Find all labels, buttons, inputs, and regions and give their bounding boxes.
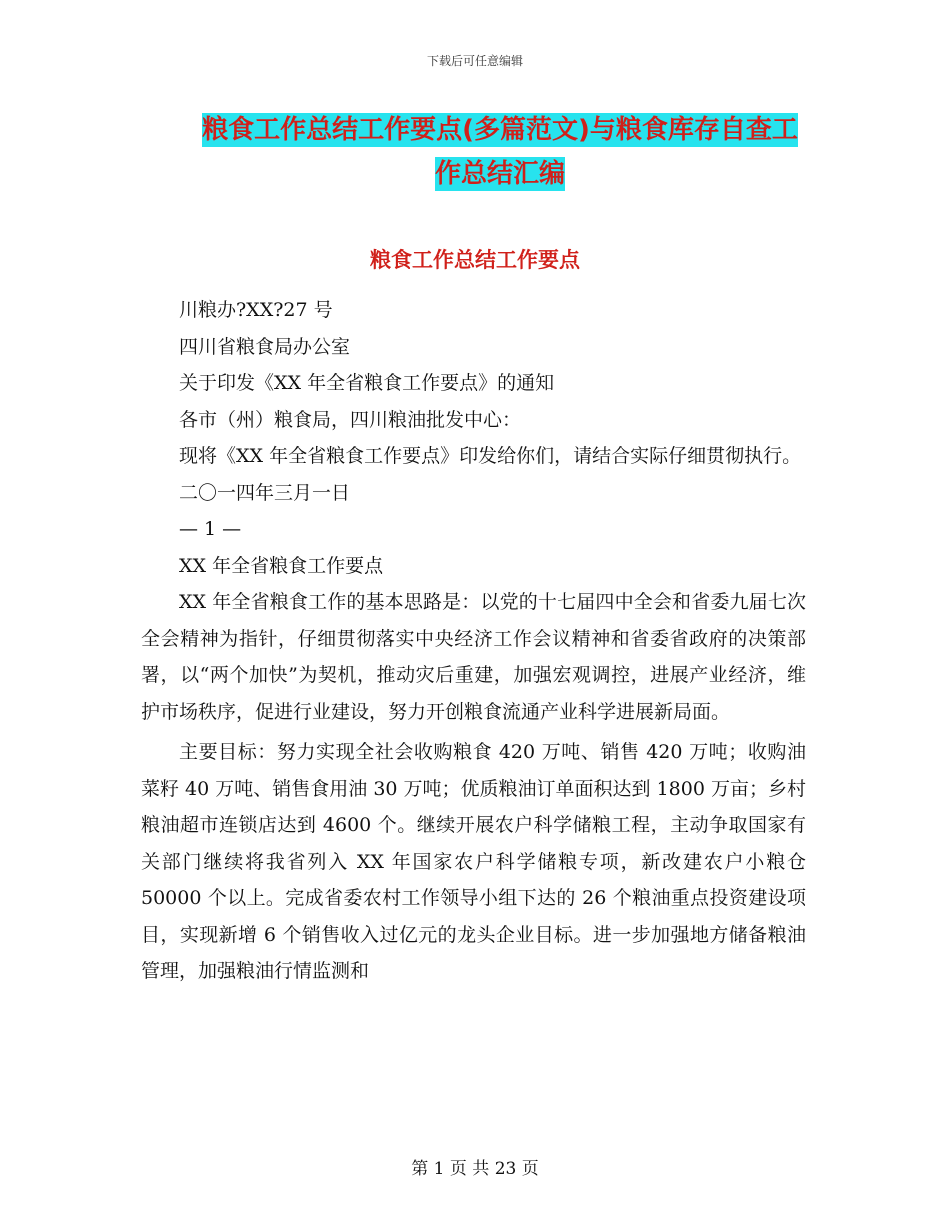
document-body: [141, 292, 806, 990]
paragraph: — 1 —: [179, 518, 242, 540]
paragraph: 现将《XX 年全省粮食工作要点》印发给你们，请结合实际仔细贯彻执行。: [179, 445, 802, 467]
document-title-line-2: 作总结汇编: [434, 159, 565, 189]
paragraph: 四川省粮食局办公室: [179, 335, 351, 358]
paragraph: XX 年全省粮食工作要点: [179, 554, 384, 577]
document-title-line-1: 粮食工作总结工作要点(多篇范文)与粮食库存自查工: [202, 115, 798, 145]
paragraph: 川粮办?XX?27 号: [179, 299, 333, 321]
header-note: 下载后可任意编辑: [426, 54, 523, 68]
paragraph: 各市（州）粮食局，四川粮油批发中心：: [179, 408, 522, 431]
paragraph: 主要目标：努力实现全社会收购粮食 420 万吨、销售 420 万吨；收购油菜籽 40 万吨、销售食用油 30 万吨；优质粮油订单面积达到 1800 万亩；乡村粮油超市连锁店达到 4600 个。继续开展农户科学储粮工程，主动争取国家有关部门继续将我省列入 XX 年国家农户科学储粮专项，新改建农户小粮仓 50000 个以上。完成省委农村工作领导小组下达的 26 个粮油重点投资建设项目，实现新增 6 个销售收入过亿元的龙头企业目标。进一步加强地方储备粮油管理，加强粮油行情监测和: [141, 741, 806, 982]
paragraph: 二〇一四年三月一日: [179, 481, 351, 504]
section-title: 粮食工作总结工作要点: [370, 248, 580, 272]
document-title: [150, 108, 850, 196]
paragraph: XX 年全省粮食工作的基本思路是：以党的十七届四中全会和省委九届七次全会精神为指针，仔细贯彻落实中央经济工作会议精神和省委省政府的决策部署，以“两个加快”为契机，推动灾后重建，加强宏观调控，进展产业经济，维护市场秩序，促进行业建设，努力开创粮食流通产业科学进展新局面。: [141, 591, 806, 723]
paragraph: 关于印发《XX 年全省粮食工作要点》的通知: [179, 372, 555, 394]
page-footer: 第 1 页 共 23 页: [411, 1159, 539, 1179]
